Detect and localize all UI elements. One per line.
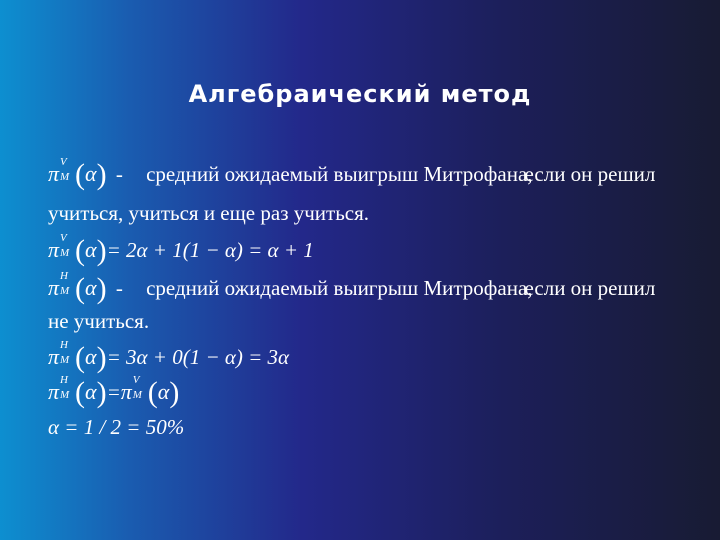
text-line-2: учиться, учиться и еще раз учиться. [48,201,370,225]
open-paren: ( [75,341,86,374]
alpha-arg: α [85,379,97,404]
close-paren: ) [96,234,107,267]
description-text: средний ожидаемый выигрыш Митрофана, [146,162,533,186]
formula-line-4 [48,270,656,305]
close-paren: ) [169,376,180,409]
close-paren: ) [96,341,107,374]
subscript-m: M [132,389,142,401]
sup-sub [59,374,75,401]
subscript-m: M [60,354,70,366]
subscript-m: M [60,285,70,297]
pi-symbol: π [48,161,60,186]
superscript-v: V [60,156,67,168]
alpha-arg: α [85,344,97,369]
dash: - [115,162,123,186]
slide-title: Алгебраический метод [188,80,532,108]
formula-line-1 [48,156,656,191]
sup-sub [59,156,75,183]
superscript-h: H [60,374,68,386]
pi-symbol: π [48,275,60,300]
equals: = [106,380,121,404]
formula-line-8: α = 1 / 2 = 50% [48,415,185,439]
expression: = 3α + 0(1 − α) = 3α [106,345,290,369]
sup-sub [59,270,75,297]
close-paren: ) [96,376,107,409]
alpha-arg: α [85,275,97,300]
text-line-5: не учиться. [48,309,150,333]
close-paren: ) [96,158,107,191]
sup-sub [132,374,148,401]
superscript-v: V [132,374,140,386]
alpha-arg: α [85,161,97,186]
open-paren: ( [75,376,86,409]
open-paren: ( [75,158,86,191]
alpha-arg: α [85,237,97,262]
formula-line-7 [48,374,180,409]
superscript-h: H [60,270,68,282]
superscript-h: H [60,339,68,351]
description-text: средний ожидаемый выигрыш Митрофана, [146,276,533,300]
subscript-m: M [60,247,70,259]
subscript-m: M [60,171,70,183]
sup-sub [59,339,75,366]
pi-symbol: π [120,379,132,404]
alpha-arg: α [157,379,170,404]
open-paren: ( [147,376,158,409]
close-paren: ) [96,272,107,305]
pi-symbol: π [48,237,60,262]
description-text-cont: если он решил [524,276,656,300]
formula-line-6 [48,339,290,374]
sup-sub [59,232,75,259]
pi-symbol: π [48,344,60,369]
superscript-v: V [60,232,67,244]
dash: - [115,276,123,300]
expression: = 2α + 1(1 − α) = α + 1 [106,238,314,262]
description-text-cont: если он решил [524,162,656,186]
pi-symbol: π [48,379,60,404]
open-paren: ( [75,234,86,267]
subscript-m: M [60,389,70,401]
open-paren: ( [75,272,86,305]
formula-line-3 [48,232,314,267]
